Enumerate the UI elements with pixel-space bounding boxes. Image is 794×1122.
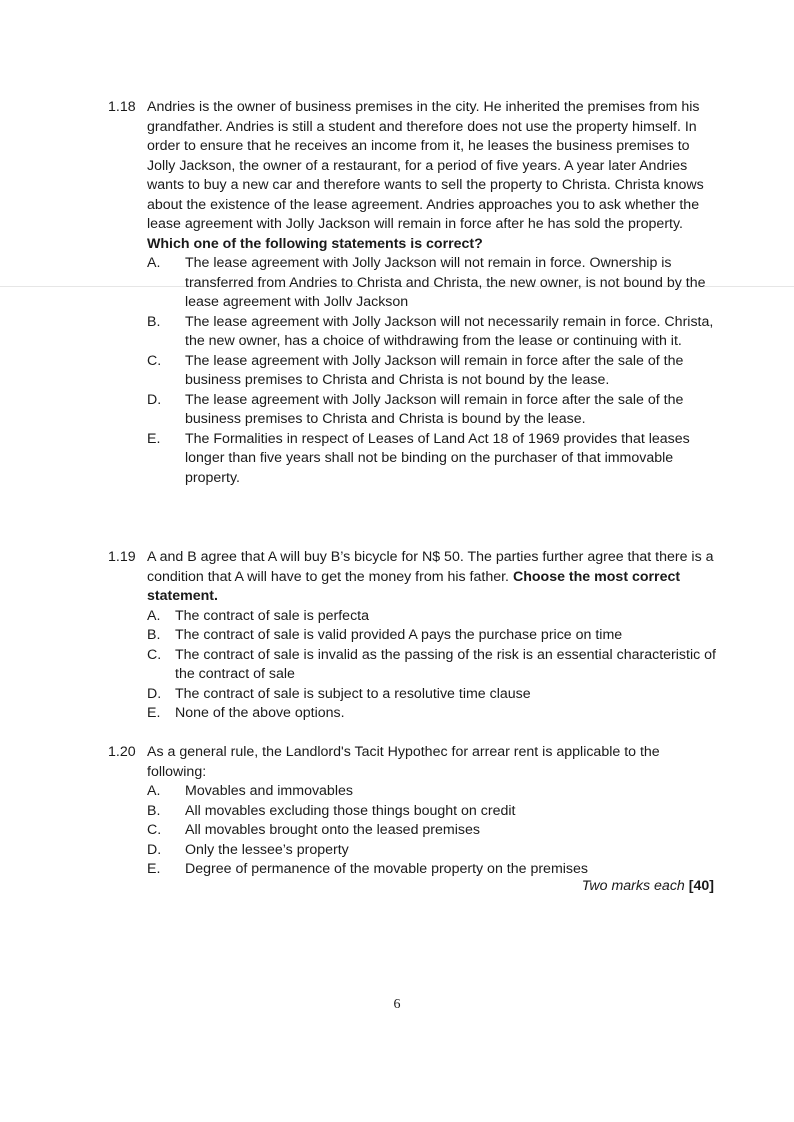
question-instruction: Choose the most correct statement. (147, 568, 681, 604)
question-1-20 (108, 743, 718, 880)
option-c (147, 646, 718, 685)
option-b (147, 313, 718, 352)
option-letter: C. (147, 822, 162, 838)
option-text: The contract of sale is subject to a resolutive time clause (175, 685, 531, 702)
option-text: The lease agreement with Jolly Jackson will remain in force after the sale of the business premises to Christa and Christa is bound by the lease. (185, 391, 684, 427)
question-1-19 (108, 548, 718, 724)
option-letter: B. (147, 627, 161, 643)
option-text: The contract of sale is valid provided A pays the purchase price on time (175, 627, 623, 643)
option-letter: B. (147, 802, 161, 819)
option-letter: D. (147, 841, 162, 858)
option-letter: D. (147, 391, 162, 408)
option-letter: C. (147, 352, 162, 369)
marks-label: Two marks each (581, 878, 685, 894)
question-1-18 (108, 98, 718, 488)
option-letter: E. (147, 861, 161, 877)
marks-total: [40] (688, 878, 714, 894)
page-number: 6 (393, 997, 401, 1012)
option-a (147, 782, 718, 802)
question-number: 1.19 (108, 549, 136, 565)
option-letter: A. (147, 255, 161, 271)
option-text: All movables brought onto the leased premises (185, 822, 480, 838)
option-letter: C. (147, 646, 162, 663)
option-letter: E. (147, 705, 161, 721)
option-letter: D. (147, 685, 162, 702)
option-list (147, 254, 718, 488)
option-a (147, 254, 718, 313)
option-c (147, 352, 718, 391)
question-text (147, 98, 718, 254)
option-text: Degree of permanence of the movable property on the premises (185, 861, 588, 877)
question-instruction: Which one of the following statements is correct? (147, 235, 483, 252)
option-letter: B. (147, 313, 161, 330)
option-letter: A. (147, 783, 161, 799)
option-b (147, 802, 718, 822)
option-text: The contract of sale is invalid as the passing of the risk is an essential characteristic of the contract of sale (175, 646, 716, 682)
option-text: The lease agreement with Jolly Jackson will remain in force after the sale of the business premises to Christa and Christa is not bound by the lease. (185, 352, 684, 388)
option-c (147, 821, 718, 841)
question-text (147, 743, 718, 782)
option-text: None of the above options. (175, 705, 345, 721)
option-text: The contract of sale is perfecta (175, 607, 369, 624)
option-list (147, 607, 718, 724)
question-stem: As a general rule, the Landlord's Tacit Hypothec for arrear rent is applicable to the following: (147, 744, 660, 780)
option-text: The lease agreement with Jolly Jackson will not necessarily remain in force. Christa, the new owner, has a choice of withdrawing from the lease or continuing with it. (185, 313, 714, 349)
option-text: The lease agreement with Jolly Jackson will not remain in force. Ownership is transferred from Andries to Christa and Christa, the new owner, is not bound by the lease agreement with Jollv Jackson (185, 255, 706, 310)
question-stem: A and B agree that A will buy B’s bicycle for N$ 50. The parties further agree that there is a condition that A will have to get the money from his father. (147, 549, 714, 585)
marks-allocation (582, 877, 714, 897)
option-e (147, 430, 718, 489)
option-d (147, 841, 718, 861)
option-letter: E. (147, 430, 161, 447)
option-letter: A. (147, 607, 161, 624)
option-d (147, 391, 718, 430)
option-b (147, 626, 718, 646)
option-d (147, 685, 718, 705)
question-text (147, 548, 718, 607)
question-stem: Andries is the owner of business premises in the city. He inherited the premises from his grandfather. Andries is still a student and therefore does not use the property himself. In order to ensure that he receives an income from it, he leases the business premises to Jolly Jackson, the owner of a restaurant, for a period of five years. A year later Andries wants to buy a new car and therefore wants to sell the property to Christa. Christa knows about the existence of the lease agreement. Andries approaches you to ask whether the lease agreement with Jolly Jackson will remain in force after he has sold the property. (147, 99, 704, 232)
option-list (147, 782, 718, 880)
option-text: The Formalities in respect of Leases of Land Act 18 of 1969 provides that leases longer than five years shall not be binding on the purchaser of that immovable property. (185, 430, 690, 486)
option-text: All movables excluding those things bought on credit (185, 802, 516, 819)
option-a (147, 607, 718, 627)
question-number: 1.18 (108, 99, 136, 115)
option-text: Only the lessee’s property (185, 841, 349, 858)
option-text: Movables and immovables (185, 783, 353, 799)
question-number: 1.20 (108, 744, 136, 760)
option-e (147, 704, 718, 724)
